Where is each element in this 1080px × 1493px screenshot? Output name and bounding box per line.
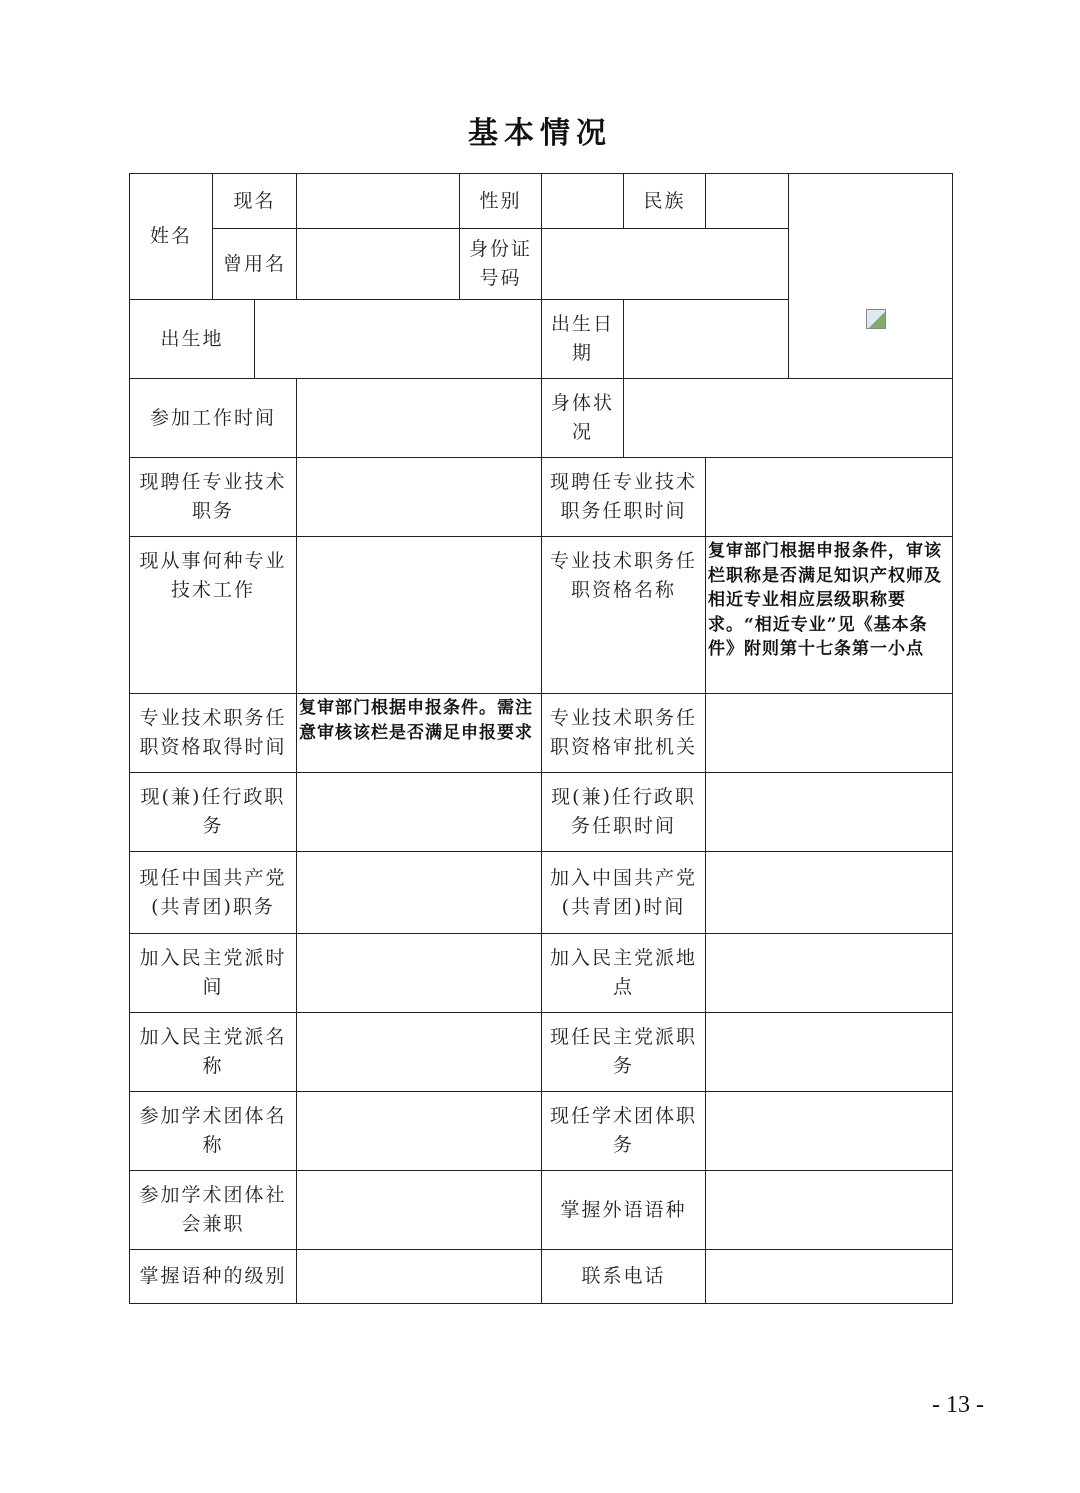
dem-party-time-field[interactable] (297, 934, 542, 1013)
current-title-time-field[interactable] (706, 458, 953, 537)
dem-party-post-field[interactable] (706, 1013, 953, 1092)
qualification-name-label: 专业技术职务任职资格名称 (542, 537, 706, 694)
photo-cell (789, 174, 953, 379)
dem-party-place-label: 加入民主党派地点 (542, 934, 706, 1013)
dem-party-time-label: 加入民主党派时间 (130, 934, 297, 1013)
admin-post-time-field[interactable] (706, 773, 953, 852)
broken-image-icon (866, 309, 886, 329)
admin-post-field[interactable] (297, 773, 542, 852)
foreign-lang-label: 掌握外语语种 (542, 1171, 706, 1250)
qualification-authority-field[interactable] (706, 694, 953, 773)
admin-post-time-label: 现(兼)任行政职务任职时间 (542, 773, 706, 852)
phone-field[interactable] (706, 1250, 953, 1304)
current-title-time-label: 现聘任专业技术职务任职时间 (542, 458, 706, 537)
foreign-lang-field[interactable] (706, 1171, 953, 1250)
dem-party-name-field[interactable] (297, 1013, 542, 1092)
current-title-label: 现聘任专业技术职务 (130, 458, 297, 537)
birth-date-label: 出生日期 (542, 300, 624, 379)
party-post-label: 现任中国共产党(共青团)职务 (130, 852, 297, 934)
name-label: 姓名 (130, 174, 213, 300)
current-name-label: 现名 (213, 174, 297, 229)
dem-party-name-label: 加入民主党派名称 (130, 1013, 297, 1092)
dem-party-post-label: 现任民主党派职务 (542, 1013, 706, 1092)
gender-field[interactable] (542, 174, 624, 229)
academic-social-label: 参加学术团体社会兼职 (130, 1171, 297, 1250)
health-field[interactable] (624, 379, 953, 458)
academic-group-label: 参加学术团体名称 (130, 1092, 297, 1171)
party-join-time-label: 加入中国共产党(共青团)时间 (542, 852, 706, 934)
qualification-time-label: 专业技术职务任职资格取得时间 (130, 694, 297, 773)
health-label: 身体状况 (542, 379, 624, 458)
id-number-field[interactable] (542, 229, 789, 300)
current-work-label: 现从事何种专业技术工作 (130, 537, 297, 694)
phone-label: 联系电话 (542, 1250, 706, 1304)
lang-level-field[interactable] (297, 1250, 542, 1304)
birthplace-label: 出生地 (130, 300, 255, 379)
dem-party-place-field[interactable] (706, 934, 953, 1013)
former-name-field[interactable] (297, 229, 460, 300)
ethnicity-label: 民族 (624, 174, 706, 229)
academic-social-field[interactable] (297, 1171, 542, 1250)
academic-post-field[interactable] (706, 1092, 953, 1171)
id-number-label: 身份证号码 (460, 229, 542, 300)
qualification-authority-label: 专业技术职务任职资格审批机关 (542, 694, 706, 773)
birthplace-field[interactable] (255, 300, 542, 379)
lang-level-label: 掌握语种的级别 (130, 1250, 297, 1304)
basic-info-table (129, 173, 953, 1304)
former-name-label: 曾用名 (213, 229, 297, 300)
page-number: - 13 - (932, 1392, 984, 1418)
ethnicity-field[interactable] (706, 174, 789, 229)
party-post-field[interactable] (297, 852, 542, 934)
academic-group-field[interactable] (297, 1092, 542, 1171)
admin-post-label: 现(兼)任行政职务 (130, 773, 297, 852)
work-start-label: 参加工作时间 (130, 379, 297, 458)
page-title: 基本情况 (468, 116, 612, 151)
qualification-time-note: 复审部门根据申报条件。需注意审核该栏是否满足申报要求 (297, 694, 542, 773)
party-join-time-field[interactable] (706, 852, 953, 934)
birth-date-field[interactable] (624, 300, 789, 379)
qualification-name-note: 复审部门根据申报条件，审该栏职称是否满足知识产权师及相近专业相应层级职称要求。“相近专业”见《基本条件》附则第十七条第一小点 (706, 537, 953, 694)
current-work-field[interactable] (297, 537, 542, 694)
academic-post-label: 现任学术团体职务 (542, 1092, 706, 1171)
current-title-field[interactable] (297, 458, 542, 537)
work-start-field[interactable] (297, 379, 542, 458)
gender-label: 性别 (460, 174, 542, 229)
current-name-field[interactable] (297, 174, 460, 229)
